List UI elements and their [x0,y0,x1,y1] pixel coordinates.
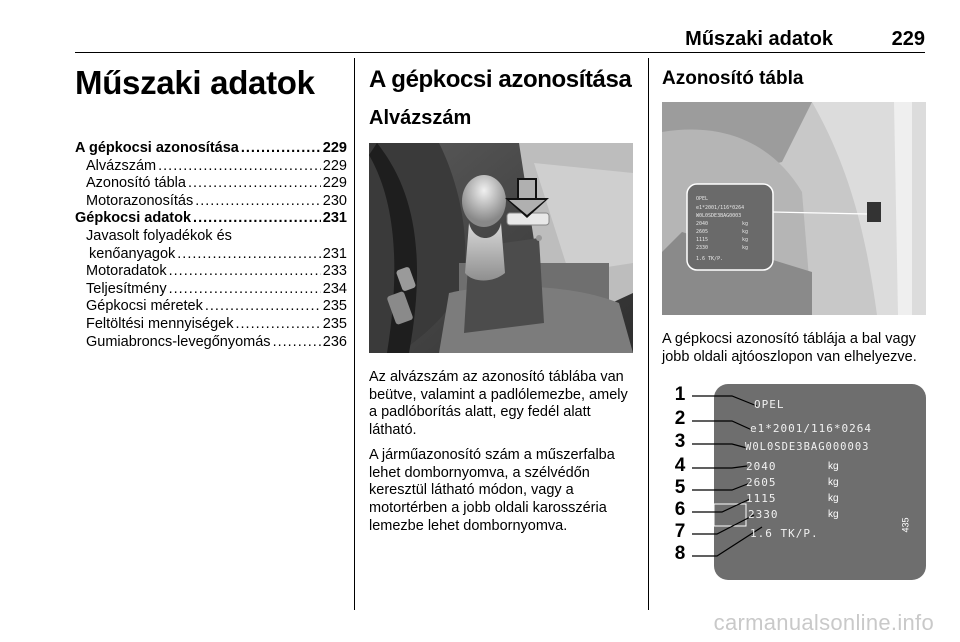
svg-text:W0L0SDE3BAG0003: W0L0SDE3BAG0003 [696,213,742,219]
toc-entry-page: 231 [322,210,347,227]
door-pillar-photo [662,102,926,315]
toc-leader-dots [273,334,321,352]
plate-callout-number: 7 [674,521,686,543]
toc-leader-dots [193,210,321,228]
plate-line-5: 2605 [746,476,777,490]
svg-text:kg: kg [742,245,749,251]
toc-entry-label: Teljesítmény [86,280,167,297]
plate-callout-number: 5 [674,477,686,499]
column-divider [354,58,355,610]
paragraph: A járműazonosító szám a műszerfalba lehet dombornyomva, a szélvédőn keresztül látható módon, vagy a motortérben a jobb oldali karosszéria lemezbe lehet dombornyomva. [369,446,615,534]
toc-entry-label: A gépkocsi azonosítása [75,140,239,156]
plate-side-code: 435 [900,517,911,533]
section-title: Azonosító tábla [662,68,804,89]
vin-floor-photo [369,143,633,353]
toc-entry[interactable] [75,175,347,193]
plate-unit: kg [828,493,839,505]
plate-line-3: W0L0SDE3BAG000003 [745,441,870,454]
plate-unit: kg [828,461,839,473]
header-rule [75,52,925,53]
toc-entry-page: 235 [322,298,347,315]
toc-entry-label: Azonosító tábla [86,175,186,192]
toc-entry-label: Gépkocsi méretek [86,298,203,315]
toc-entry-page: 229 [322,175,347,192]
toc-entry-page: 233 [322,263,347,280]
plate-callout-number: 2 [674,408,686,430]
svg-text:1115: 1115 [696,237,709,243]
paragraph: Az alvázszám az azonosító táblába van beütve, valamint a padlólemezbe, amely a padlóborítás alatt, egy fedél alatt látható. [369,369,628,439]
svg-text:kg: kg [742,221,749,227]
plate-callout-number: 1 [674,384,686,406]
plate-line-1: OPEL [754,398,785,412]
plate-unit: kg [828,477,839,489]
svg-text:kg: kg [742,237,749,243]
subsection-title: Alvázszám [369,107,472,129]
toc-entry[interactable] [75,193,347,211]
floor-console-illustration [369,143,633,353]
chapter-title: Műszaki adatok [75,64,315,101]
toc-entry-label: Motoradatok [86,263,167,280]
running-title: Műszaki adatok [685,28,833,50]
svg-text:kg: kg [742,229,749,235]
plate-callout-number: 8 [674,543,686,565]
toc-entry-label: Javasolt folyadékok és [86,227,232,244]
id-plate-column [662,58,926,594]
plate-line-8: 1.6 TK/P. [750,527,819,541]
toc-entry[interactable] [75,298,347,316]
toc-entry-page: 231 [322,245,347,262]
toc-entry-page: 235 [322,315,347,332]
toc-entry[interactable] [75,228,347,246]
toc-leader-dots [188,175,321,193]
section-title: A gépkocsi azonosítása [369,66,632,93]
plate-unit: kg [828,509,839,521]
id-plate-diagram [662,384,926,594]
paragraph: A gépkocsi azonosító táblája a bal vagy jobb oldali ajtóoszlopon van elhelyezve. [662,331,917,365]
toc-entry[interactable] [75,334,347,352]
svg-text:1.6 TK/P.: 1.6 TK/P. [696,256,724,262]
plate-line-2: e1*2001/116*0264 [750,422,872,436]
toc-leader-dots [158,158,321,176]
toc-entry[interactable] [75,246,347,264]
toc-entry-label: Alvázszám [86,157,157,174]
page-number: 229 [891,28,925,50]
toc-entry[interactable] [75,210,347,228]
toc-entry[interactable] [75,263,347,281]
plate-line-7: 2330 [748,508,779,522]
id-plate-drawing [662,384,926,594]
door-pillar-illustration [662,102,926,315]
svg-text:2605: 2605 [696,229,709,235]
toc-entry-page: 229 [322,140,347,156]
plate-callout-number: 3 [674,431,686,453]
toc-entry[interactable] [75,140,347,158]
toc-entry-page: 236 [322,333,347,350]
column-divider [648,58,649,610]
svg-text:e1*2001/116*0264: e1*2001/116*0264 [696,205,745,211]
toc-leader-dots [205,298,321,316]
plate-line-4: 2040 [746,460,777,474]
toc-column [75,58,347,351]
toc-entry[interactable] [75,316,347,334]
toc-entry-label: kenőanyagok [89,245,176,262]
vehicle-id-column [369,58,633,542]
watermark: carmanualsonline.info [713,610,934,635]
toc-leader-dots [169,263,321,281]
toc-entry-label: Motorazonosítás [86,192,194,209]
toc-entry[interactable] [75,158,347,176]
toc-entry[interactable] [75,281,347,299]
toc-entry-label: Feltöltési mennyiségek [86,315,234,332]
toc-leader-dots [241,140,321,158]
svg-text:OPEL: OPEL [696,196,709,202]
toc-entry-label: Gépkocsi adatok [75,210,192,227]
toc-entry-page: 229 [322,157,347,174]
table-of-contents [75,140,347,351]
page-header [75,26,925,54]
toc-leader-dots [169,281,321,299]
plate-callout-number: 6 [674,499,686,521]
toc-entry-page: 234 [322,280,347,297]
plate-callout-number: 4 [674,455,686,477]
toc-entry-label: Gumiabroncs-levegőnyomás [86,333,271,350]
toc-leader-dots [195,193,321,211]
plate-line-6: 1115 [746,492,777,506]
toc-leader-dots [177,246,321,264]
svg-text:2330: 2330 [696,245,709,251]
toc-entry-page: 230 [322,192,347,209]
toc-leader-dots [236,316,321,334]
svg-text:2040: 2040 [696,221,709,227]
